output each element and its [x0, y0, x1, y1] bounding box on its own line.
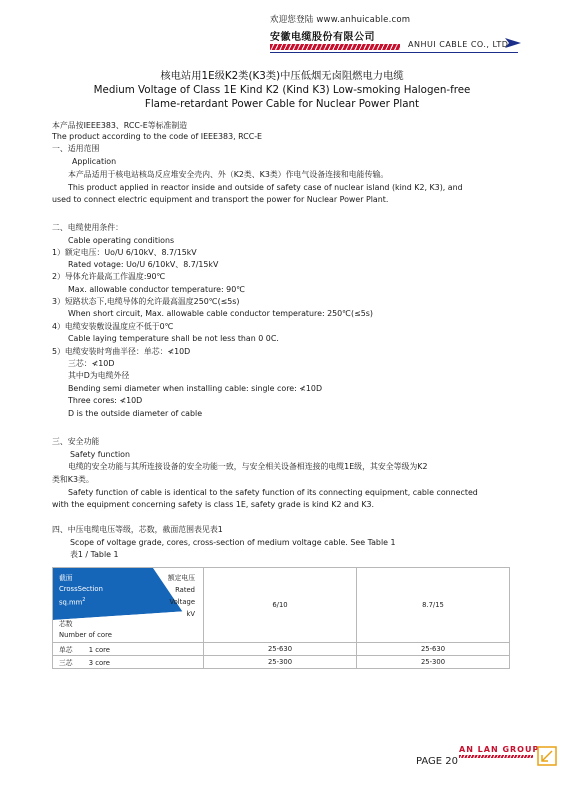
intro-en: The product according to the code of IEEE383, RCC-E [52, 132, 263, 141]
sec3-para-en1: Safety function of cable is identical to the safety function of its connecting equipment, cable connected [68, 488, 478, 497]
sec4-heading-cn: 四、中压电缆电压等级，芯数，截面范围表见表1 [52, 525, 223, 534]
voltage-header-1: 6/10 [204, 568, 357, 643]
sec2-heading-cn: 二、电缆使用条件： [52, 223, 124, 232]
corner-rv-en2: Voltage [169, 598, 195, 606]
sec3-para-en2: with the equipment concerning safety is class 1E, safety grade is kind K2 and K3. [52, 500, 375, 509]
sec2-item3-en: When short circuit, Max. allowable cable conductor temperature: 250℃(≤5s) [68, 309, 373, 318]
row1-label-cell [53, 643, 204, 656]
row2-cn: 三芯 [59, 659, 73, 667]
corner-rv-cn: 额定电压 [167, 574, 195, 582]
sec2-item1-cn: 1）额定电压：Uo/U 6/10kV、8.7/15kV [52, 248, 197, 257]
row1-en: 1 core [88, 646, 110, 654]
page-number: PAGE 20 [416, 756, 459, 767]
sec1-para-cn: 本产品适用于核电站核岛反应堆安全壳内、外（K2类、K3类）作电气设备连接和电能传输。 [68, 170, 389, 179]
sec1-para-en1: This product applied in reactor inside and outside of safety case of nuclear island (kind K2, K3), and [68, 183, 463, 192]
title-en-line1: Medium Voltage of Class 1E Kind K2 (Kind K3) Low-smoking Halogen-free [93, 84, 471, 96]
row2-label-cell [53, 656, 204, 669]
sec2-item2-cn: 2）导体允许最高工作温度:90℃ [52, 272, 166, 281]
row2-value-1: 25-300 [204, 656, 357, 669]
sec1-heading-en: Application [72, 157, 117, 166]
corner-cs-en1: CrossSection [59, 585, 103, 593]
table-caption: 表1 / Table 1 [70, 550, 119, 559]
sec3-heading-en: Safety function [70, 450, 130, 459]
header-company-en: ANHUI CABLE CO., LTD [408, 40, 509, 49]
row2-en: 3 core [88, 659, 110, 667]
sec2-item5-en3: D is the outside diameter of cable [68, 409, 203, 418]
voltage-header-2: 8.7/15 [357, 568, 510, 643]
corner-rv-en1: Rated [175, 586, 195, 594]
corner-core-cn: 芯数 [59, 620, 73, 628]
table-row [53, 656, 510, 669]
sec3-para-cn2: 类和K3类。 [52, 475, 94, 484]
sec2-item1-en: Rated votage: Uo/U 6/10kV、8.7/15kV [68, 260, 219, 269]
row1-value-2: 25-630 [357, 643, 510, 656]
sec2-item3-cn: 3）短路状态下,电缆导体的允许最高温度250℃(≤5s) [52, 297, 240, 306]
sec2-item5-en2: Three cores: ≮10D [68, 396, 143, 405]
header-stripe-bar [270, 44, 400, 50]
header-arrow-icon [505, 36, 521, 50]
sec1-heading-cn: 一、适用范围 [52, 144, 100, 153]
sec2-heading-en: Cable operating conditions [68, 236, 175, 245]
header-rule [270, 52, 518, 53]
spec-table [52, 567, 510, 669]
sec2-item4-cn: 4）电缆安装敷设温度应不低于0℃ [52, 322, 174, 331]
intro-cn: 本产品按IEEE383、RCC-E等标准制造 [52, 121, 188, 130]
sec2-item5-cn: 5）电缆安装时弯曲半径：单芯：≮10D [52, 347, 191, 356]
row1-cn: 单芯 [59, 646, 73, 654]
sec2-item5-cn2: 三芯：≮10D [68, 359, 115, 368]
corner-cs-cn: 截面 [59, 574, 73, 582]
row2-value-2: 25-300 [357, 656, 510, 669]
title-cn: 核电站用1E级K2类(K3类)中压低烟无卤阻燃电力电缆 [160, 70, 404, 82]
header-company-cn: 安徽电缆股份有限公司 [270, 32, 375, 43]
corner-cs-en2: sq.mm [59, 598, 83, 607]
corner-cs-sup: 2 [82, 597, 86, 603]
sec3-heading-cn: 三、安全功能 [52, 437, 100, 446]
header-website: 欢迎您登陆 www.anhuicable.com [270, 15, 411, 25]
table-row [53, 643, 510, 656]
sec2-item5-cn3: 其中D为电缆外径 [68, 371, 130, 380]
corner-cs-unit [59, 596, 85, 607]
corner-rv-en3: kV [186, 610, 195, 618]
sec2-item2-en: Max. allowable conductor temperature: 90℃ [68, 285, 246, 294]
title-en-line2: Flame-retardant Power Cable for Nuclear Power Plant [144, 98, 420, 110]
sec2-item4-en: Cable laying temperature shall be not less than 0 0C. [68, 334, 279, 343]
footer-logo-arrow-icon [537, 746, 557, 766]
sec2-item5-en1: Bending semi diameter when installing cable: single core: ≮10D [68, 384, 323, 393]
sec3-para-cn1: 电缆的安全功能与其所连接设备的安全功能一致，与安全相关设备相连接的电缆1E级，其安全等级为K2 [68, 462, 428, 471]
sec4-heading-en: Scope of voltage grade, cores, cross-section of medium voltage cable. See Table 1 [70, 538, 396, 547]
footer-stripe-bar [459, 755, 533, 758]
corner-core-en: Number of core [59, 631, 112, 639]
row1-value-1: 25-630 [204, 643, 357, 656]
table-corner-cell [53, 568, 204, 643]
footer-brand: AN LAN GROUP [459, 745, 540, 754]
sec1-para-en2: used to connect electric equipment and transport the power for Nuclear Power Plant. [52, 195, 389, 204]
